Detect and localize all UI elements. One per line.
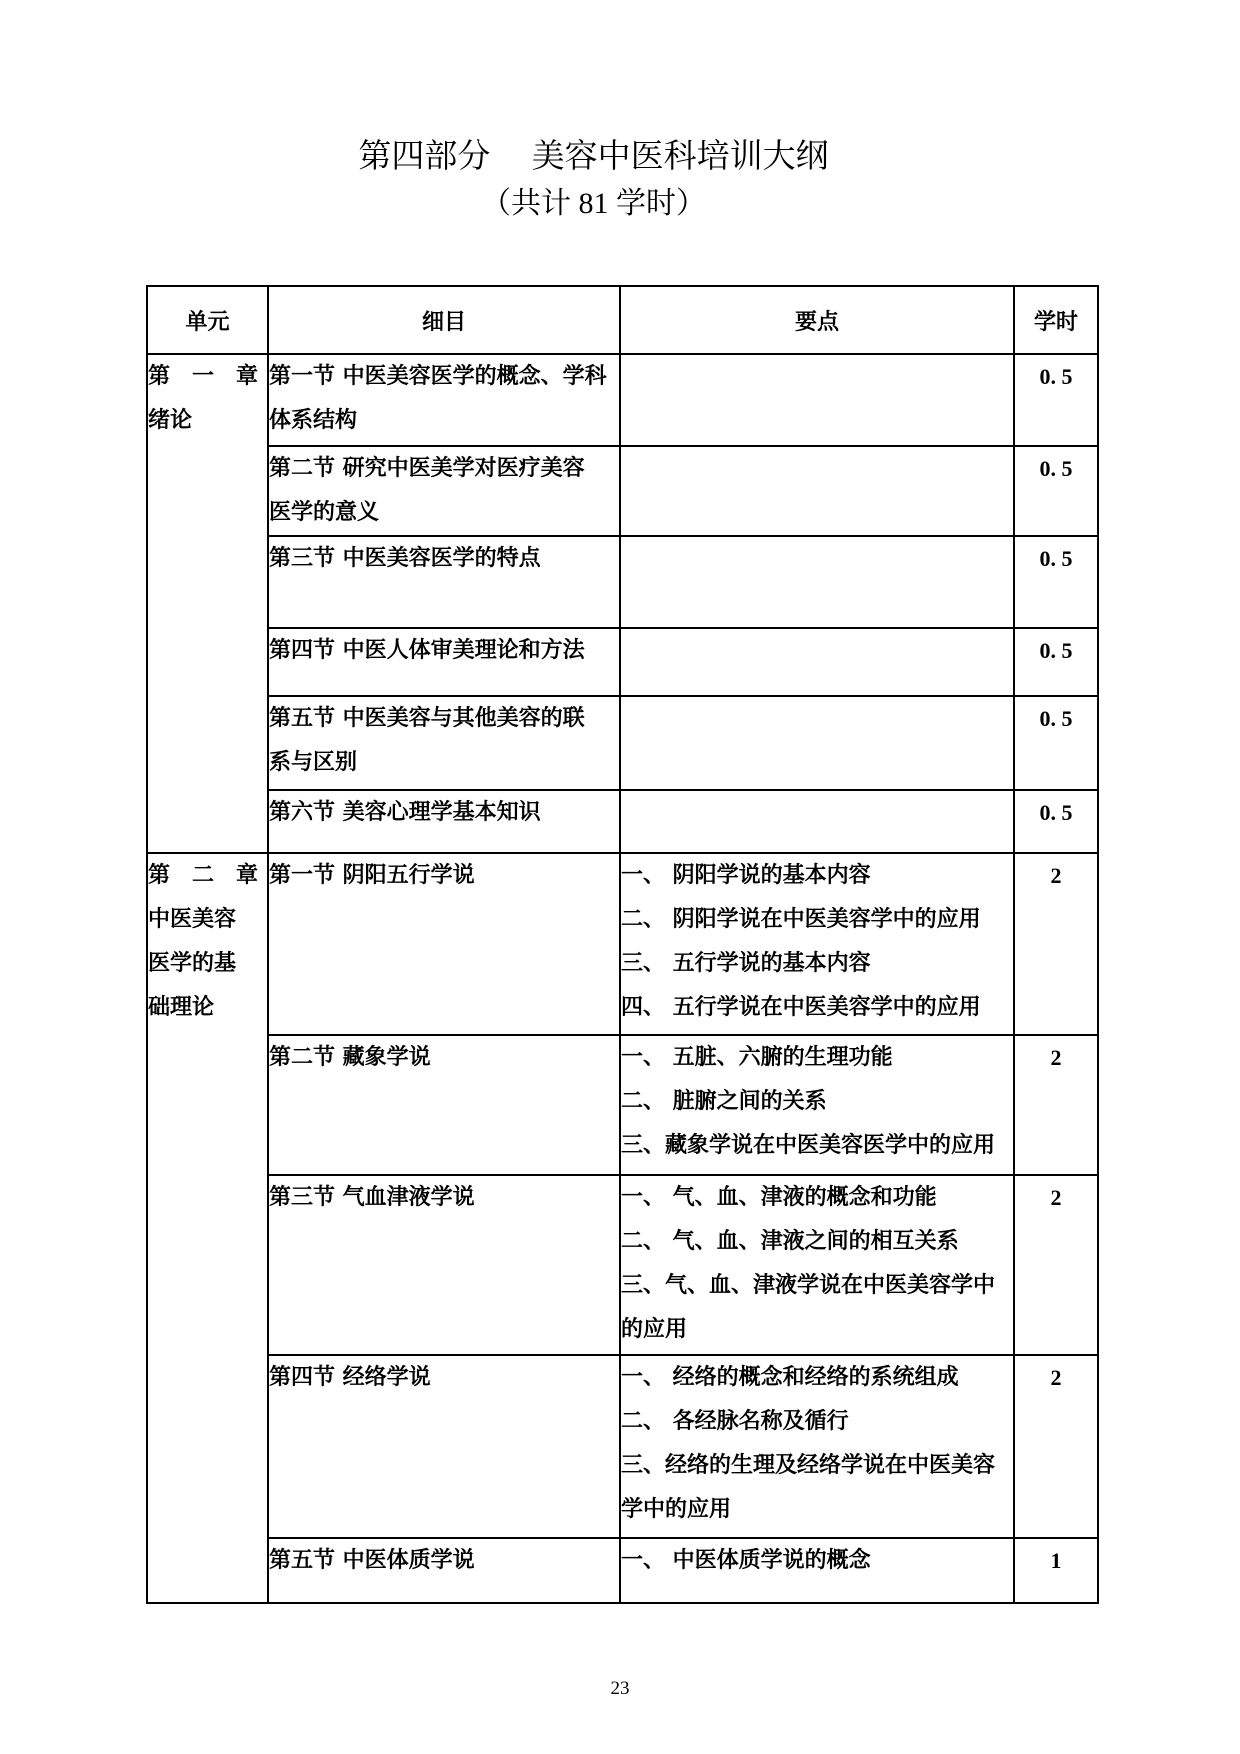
detail-cell [268,1175,620,1355]
points-cell-line: 二、 气、血、津液之间的相互关系 [621,1229,959,1254]
points-cell [620,1175,1014,1355]
hours-cell [1014,1538,1098,1603]
table-row [147,628,1098,696]
detail-cell-line: 第二节 藏象学说 [269,1045,431,1070]
hours-cell-line: 2 [1050,863,1062,888]
detail-cell-line: 第五节 中医体质学说 [269,1548,475,1573]
points-cell-line: 三、藏象学说在中医美容医学中的应用 [621,1133,996,1158]
points-cell-line: 一、 气、血、津液的概念和功能 [621,1185,937,1210]
table-body [147,354,1098,1603]
unit-cell-line: 第 二 章 [148,863,259,888]
points-cell-line: 三、气、血、津液学说在中医美容学中 [621,1273,996,1298]
table-row [147,853,1098,1035]
page-title: 第四部分 美容中医科培训大纲 [358,139,829,175]
points-cell-line: 二、 脏腑之间的关系 [621,1089,827,1114]
points-cell-line: 学中的应用 [621,1497,732,1522]
points-cell [620,853,1014,1035]
outline-table [146,285,1099,1604]
table-header-row [147,286,1098,354]
table-row [147,696,1098,790]
table-row [147,1538,1098,1603]
page-number: 23 [610,1678,630,1699]
hours-cell-line: 0. 5 [1039,800,1073,825]
table-row [147,446,1098,536]
page-subtitle: （共计 81 学时） [481,187,706,220]
unit-cell [147,853,268,1603]
points-cell-line: 的应用 [621,1317,688,1342]
unit-cell-line: 中医美容 [148,907,237,932]
points-cell [620,1355,1014,1538]
unit-cell-line: 医学的基 [148,951,237,976]
detail-cell [268,790,620,853]
hours-cell-line: 1 [1050,1548,1062,1573]
hours-cell [1014,696,1098,790]
points-cell [620,446,1014,536]
points-cell [620,354,1014,446]
detail-cell-line: 体系结构 [269,408,358,433]
table-row [147,1035,1098,1175]
hours-cell [1014,1175,1098,1355]
hours-cell [1014,853,1098,1035]
table-row [147,1175,1098,1355]
points-cell-line: 一、 经络的概念和经络的系统组成 [621,1365,959,1390]
detail-cell [268,536,620,628]
detail-cell [268,1355,620,1538]
detail-cell [268,354,620,446]
hours-cell [1014,446,1098,536]
table-row [147,1355,1098,1538]
detail-cell [268,1538,620,1603]
points-cell [620,696,1014,790]
detail-cell [268,446,620,536]
points-cell-line: 一、 阴阳学说的基本内容 [621,863,871,888]
detail-cell [268,696,620,790]
points-cell-line: 三、 五行学说的基本内容 [621,951,871,976]
points-cell-line: 四、 五行学说在中医美容学中的应用 [621,995,981,1020]
hours-cell-line: 2 [1050,1045,1062,1070]
detail-cell-line: 第一节 中医美容医学的概念、学科 [269,364,607,389]
points-cell [620,790,1014,853]
title-block [146,134,1041,227]
points-cell-line: 二、 各经脉名称及循行 [621,1409,849,1434]
table-row [147,354,1098,446]
detail-cell-line: 第四节 经络学说 [269,1365,431,1390]
unit-cell-line: 第 一 章 [148,364,259,389]
detail-cell-line: 系与区别 [269,750,358,775]
detail-cell-line: 第四节 中医人体审美理论和方法 [269,638,585,663]
hours-cell [1014,354,1098,446]
points-cell-line: 一、 五脏、六腑的生理功能 [621,1045,893,1070]
points-cell [620,1538,1014,1603]
hours-cell-line: 0. 5 [1039,546,1073,571]
detail-cell-line: 第五节 中医美容与其他美容的联 [269,706,585,731]
detail-cell-line: 第六节 美容心理学基本知识 [269,800,541,825]
detail-cell-line: 第三节 气血津液学说 [269,1185,475,1210]
header-cell-points: 要点 [620,286,1014,354]
hours-cell [1014,1355,1098,1538]
table-row [147,536,1098,628]
hours-cell [1014,628,1098,696]
header-cell-unit: 单元 [147,286,268,354]
detail-cell-line: 医学的意义 [269,500,380,525]
detail-cell [268,853,620,1035]
points-cell-line: 一、 中医体质学说的概念 [621,1548,871,1573]
unit-cell-line: 础理论 [148,995,215,1020]
points-cell [620,536,1014,628]
points-cell-line: 三、经络的生理及经络学说在中医美容 [621,1453,996,1478]
hours-cell-line: 2 [1050,1365,1062,1390]
points-cell [620,628,1014,696]
hours-cell-line: 0. 5 [1039,456,1073,481]
unit-cell-line: 绪论 [148,408,193,433]
detail-cell-line: 第三节 中医美容医学的特点 [269,546,541,571]
hours-cell-line: 0. 5 [1039,364,1073,389]
hours-cell [1014,536,1098,628]
hours-cell-line: 2 [1050,1185,1062,1210]
table-row [147,790,1098,853]
detail-cell [268,1035,620,1175]
detail-cell [268,628,620,696]
points-cell-line: 二、 阴阳学说在中医美容学中的应用 [621,907,981,932]
unit-cell [147,354,268,853]
header-cell-hours: 学时 [1014,286,1098,354]
hours-cell-line: 0. 5 [1039,638,1073,663]
hours-cell [1014,1035,1098,1175]
points-cell [620,1035,1014,1175]
detail-cell-line: 第二节 研究中医美学对医疗美容 [269,456,585,481]
header-cell-detail: 细目 [268,286,620,354]
hours-cell-line: 0. 5 [1039,706,1073,731]
hours-cell [1014,790,1098,853]
detail-cell-line: 第一节 阴阳五行学说 [269,863,475,888]
